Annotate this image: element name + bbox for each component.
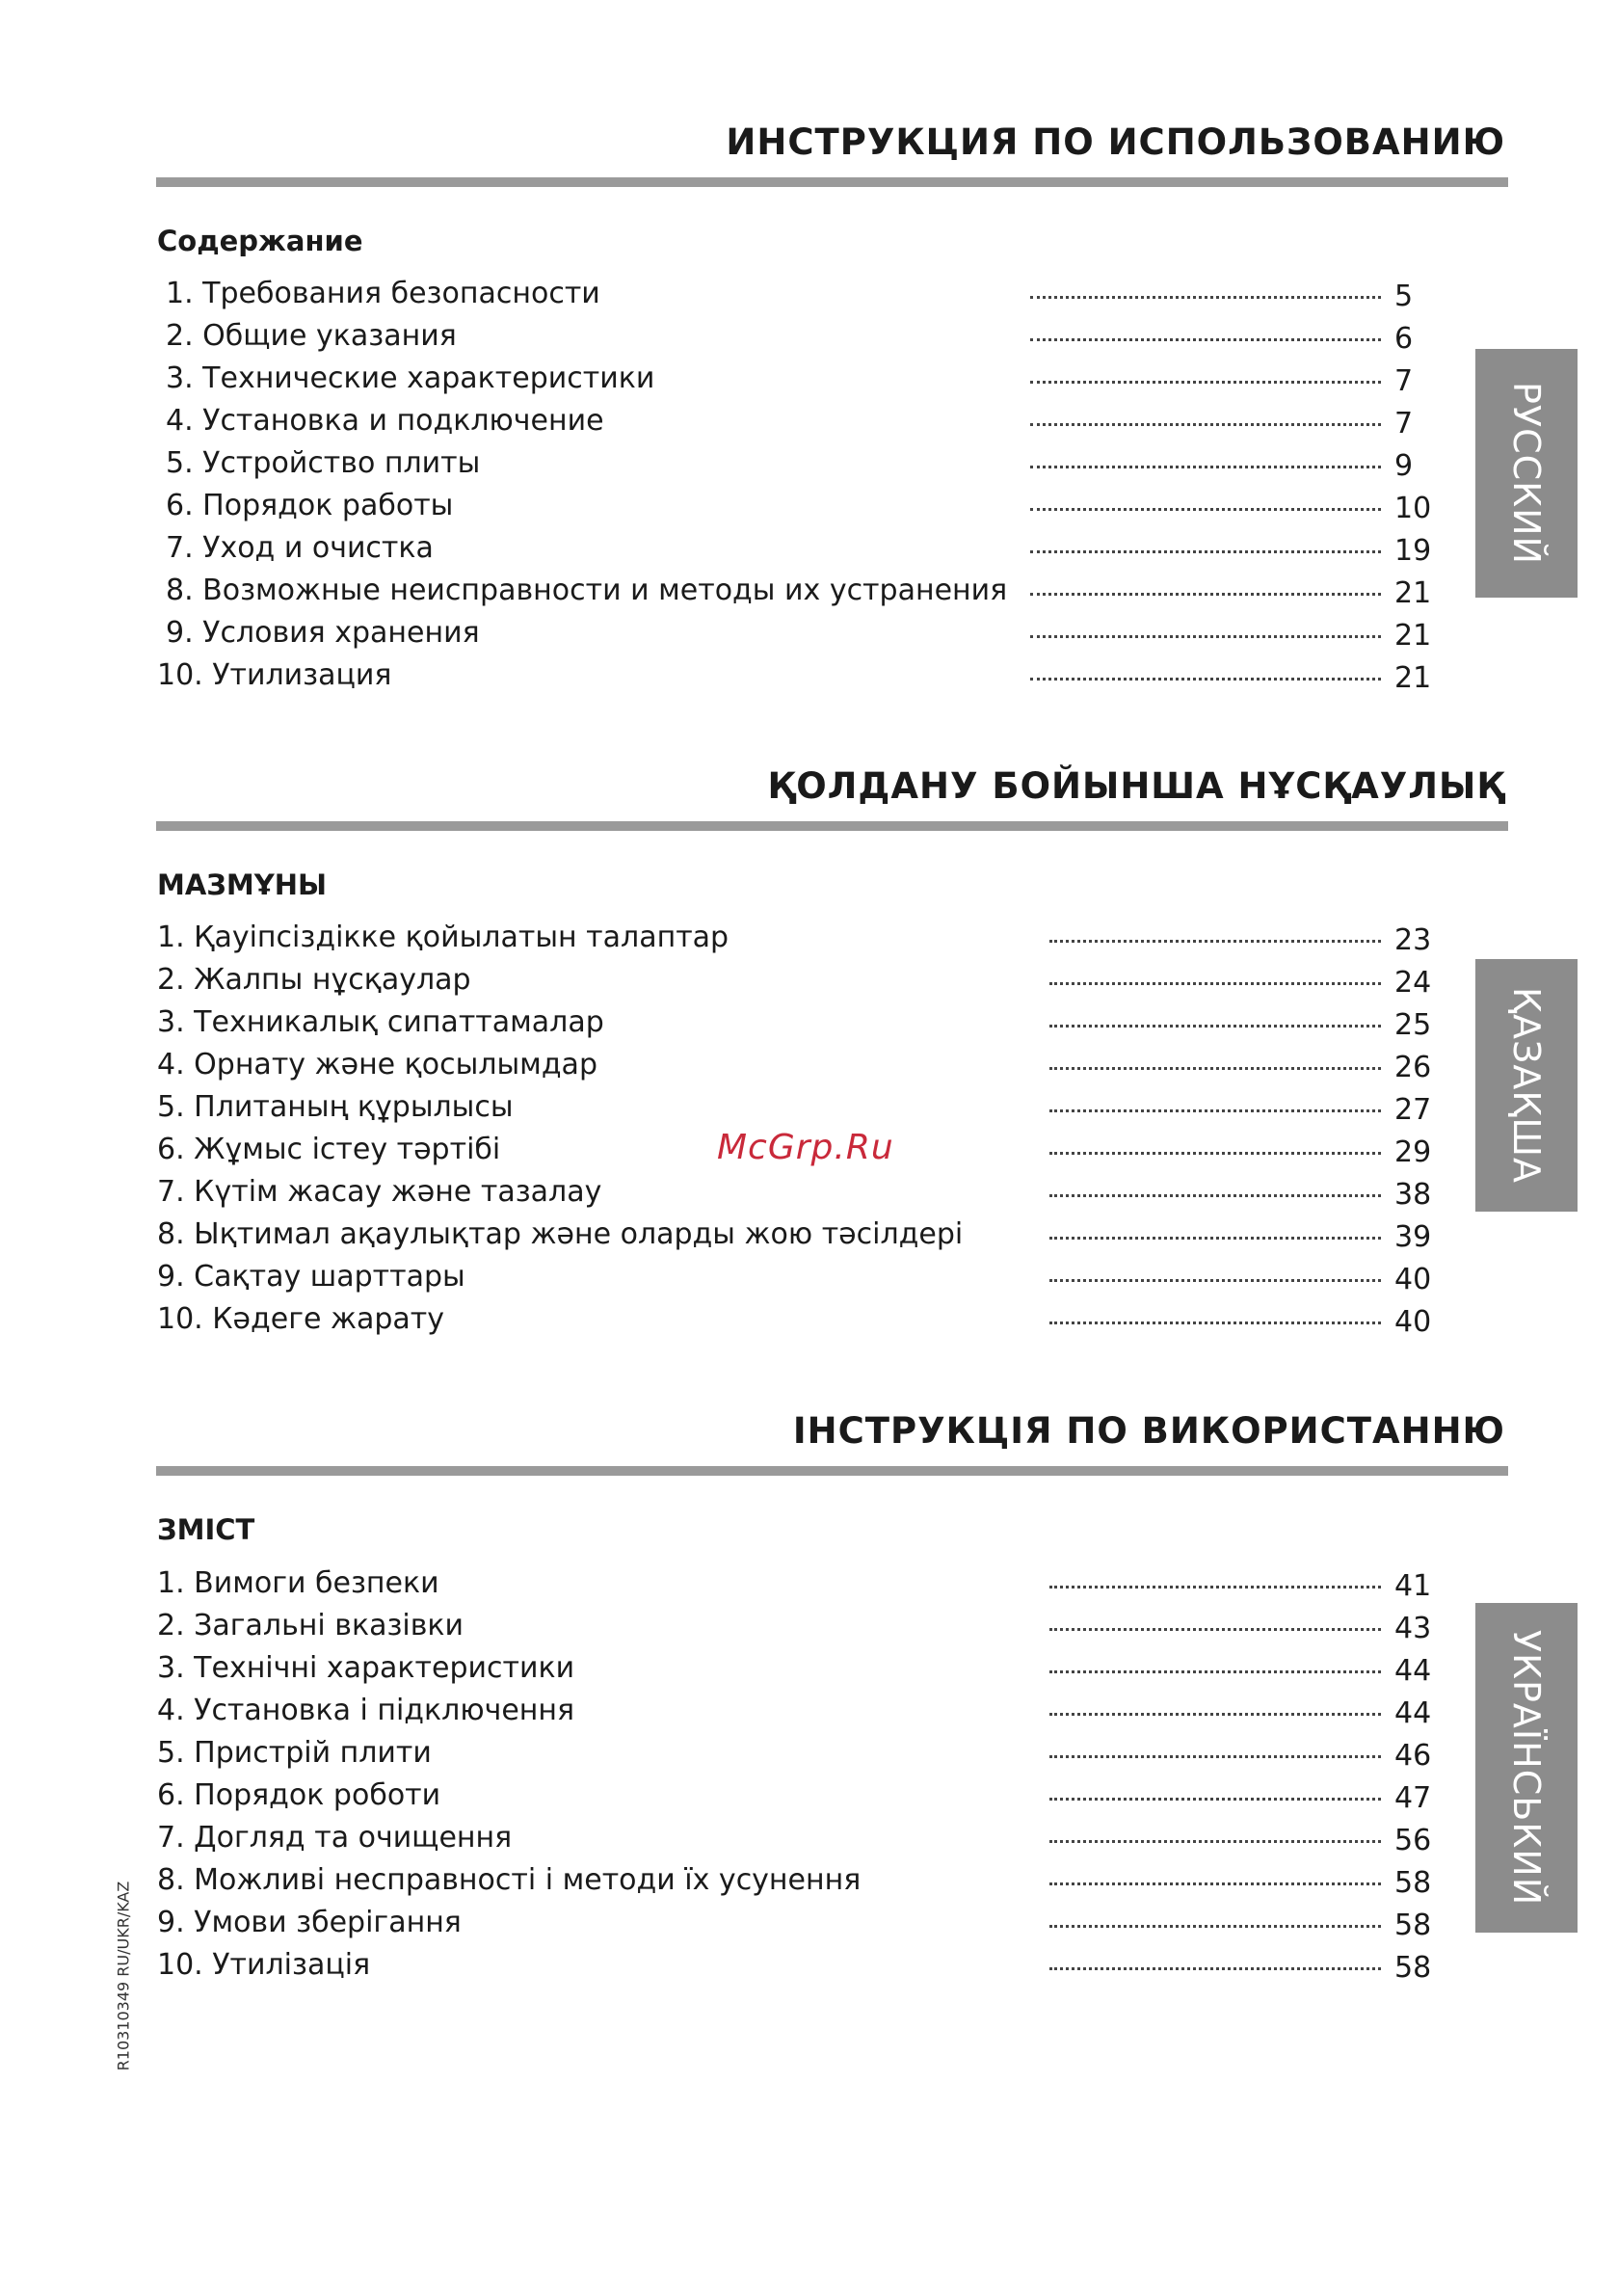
toc-entry[interactable] <box>0 1694 1618 1736</box>
toc-entry-title: 7. Догляд та очищення <box>157 1821 513 1855</box>
section-divider <box>156 1466 1508 1476</box>
toc-entry[interactable] <box>0 1090 1618 1133</box>
toc-page-number: 21 <box>1394 661 1432 695</box>
toc-dot-leader <box>1049 1322 1381 1324</box>
toc-page-number: 7 <box>1394 364 1414 398</box>
toc-dot-leader <box>1049 1713 1381 1716</box>
toc-page-number: 5 <box>1394 280 1414 313</box>
toc-entry-title: 6. Порядок работы <box>166 489 454 522</box>
toc-dot-leader <box>1049 1109 1381 1112</box>
toc-page-number: 9 <box>1394 449 1414 483</box>
toc-dot-leader <box>1049 1237 1381 1240</box>
toc-entry-title: 4. Установка і підключення <box>157 1694 575 1727</box>
toc-entry-title: 2. Общие указания <box>166 319 457 353</box>
toc-entry[interactable] <box>0 1651 1618 1694</box>
toc-page-number: 46 <box>1394 1739 1432 1773</box>
section-heading: Содержание <box>157 225 363 257</box>
language-tab-label: ҚАЗАҚША <box>1505 987 1548 1184</box>
toc-dot-leader <box>1030 466 1381 468</box>
toc-entry-title: 2. Загальні вказівки <box>157 1609 464 1642</box>
toc-dot-leader <box>1049 1152 1381 1155</box>
toc-page-number: 10 <box>1394 492 1432 525</box>
toc-entry-title: 5. Плитаның құрылысы <box>157 1090 514 1124</box>
toc-entry[interactable] <box>0 574 1618 616</box>
toc-dot-leader <box>1030 635 1381 638</box>
toc-entry[interactable] <box>0 1948 1618 1990</box>
toc-entry[interactable] <box>0 963 1618 1005</box>
toc-entry[interactable] <box>0 1133 1618 1175</box>
toc-entry-title: 3. Техникалық сипаттамалар <box>157 1005 604 1039</box>
toc-entry[interactable] <box>0 446 1618 489</box>
toc-entry[interactable] <box>0 1736 1618 1778</box>
toc-entry-title: 1. Қауіпсіздікке қойылатын талаптар <box>157 921 729 954</box>
toc-entry[interactable] <box>0 1005 1618 1048</box>
toc-entry-title: 1. Вимоги безпеки <box>157 1566 439 1600</box>
toc-entry-title: 9. Умови зберігання <box>157 1906 462 1939</box>
section-title: ІНСТРУКЦІЯ ПО ВИКОРИСТАННЮ <box>792 1410 1505 1452</box>
toc-entry[interactable] <box>0 531 1618 574</box>
toc-page-number: 29 <box>1394 1135 1432 1169</box>
toc-entry[interactable] <box>0 658 1618 701</box>
section-title: ҚОЛДАНУ БОЙЫНША НҰСҚАУЛЫҚ <box>767 765 1505 807</box>
toc-dot-leader <box>1049 940 1381 943</box>
section-divider <box>156 821 1508 831</box>
toc-page-number: 25 <box>1394 1008 1432 1042</box>
document-code: R10310349 RU/UKR/KAZ <box>114 1881 133 2071</box>
toc-page-number: 38 <box>1394 1178 1432 1212</box>
section-heading: МАЗМҰНЫ <box>157 868 328 901</box>
toc-entry[interactable] <box>0 1260 1618 1302</box>
toc-page-number: 24 <box>1394 966 1432 1000</box>
toc-dot-leader <box>1049 1967 1381 1970</box>
toc-dot-leader <box>1049 1670 1381 1673</box>
toc-entry[interactable] <box>0 1175 1618 1217</box>
toc-entry-title: 9. Сақтау шарттары <box>157 1260 465 1294</box>
toc-dot-leader <box>1049 1025 1381 1028</box>
toc-page-number: 43 <box>1394 1612 1432 1645</box>
toc-dot-leader <box>1030 550 1381 553</box>
toc-dot-leader <box>1030 381 1381 384</box>
toc-dot-leader <box>1030 678 1381 681</box>
toc-entry[interactable] <box>0 277 1618 319</box>
toc-page-number: 7 <box>1394 407 1414 441</box>
toc-entry[interactable] <box>0 616 1618 658</box>
toc-entry-title: 1. Требования безопасности <box>166 277 600 310</box>
toc-entry-title: 10. Утилизация <box>157 658 392 692</box>
toc-entry[interactable] <box>0 1217 1618 1260</box>
toc-entry-title: 5. Пристрій плити <box>157 1736 432 1770</box>
toc-dot-leader <box>1030 593 1381 596</box>
toc-entry[interactable] <box>0 1906 1618 1948</box>
toc-dot-leader <box>1049 1067 1381 1070</box>
toc-entry-title: 9. Условия хранения <box>166 616 480 650</box>
toc-entry-title: 4. Орнату және қосылымдар <box>157 1048 597 1081</box>
toc-page-number: 23 <box>1394 923 1432 957</box>
toc-entry[interactable] <box>0 1302 1618 1345</box>
toc-page-number: 19 <box>1394 534 1432 568</box>
toc-page-number: 40 <box>1394 1305 1432 1339</box>
toc-entry-title: 6. Жұмыс істеу тәртібі <box>157 1133 501 1166</box>
toc-dot-leader <box>1030 296 1381 299</box>
toc-page-number: 44 <box>1394 1696 1432 1730</box>
section-title: ИНСТРУКЦИЯ ПО ИСПОЛЬЗОВАНИЮ <box>726 121 1505 163</box>
toc-page-number: 27 <box>1394 1093 1432 1127</box>
toc-page-number: 58 <box>1394 1866 1432 1900</box>
toc-entry-title: 8. Возможные неисправности и методы их устранения <box>166 574 1008 607</box>
language-tab-label: РУССКИЙ <box>1505 382 1548 565</box>
toc-dot-leader <box>1030 423 1381 426</box>
toc-entry-title: 2. Жалпы нұсқаулар <box>157 963 471 997</box>
section-divider <box>156 177 1508 187</box>
toc-entry-title: 7. Уход и очистка <box>166 531 434 565</box>
toc-entry-title: 3. Технические характеристики <box>166 361 655 395</box>
toc-entry-title: 6. Порядок роботи <box>157 1778 441 1812</box>
toc-entry[interactable] <box>0 1609 1618 1651</box>
toc-page-number: 40 <box>1394 1263 1432 1296</box>
toc-dot-leader <box>1030 338 1381 341</box>
toc-entry-title: 3. Технічні характеристики <box>157 1651 575 1685</box>
toc-page-number: 56 <box>1394 1824 1432 1857</box>
toc-page-number: 44 <box>1394 1654 1432 1688</box>
toc-page-number: 6 <box>1394 322 1414 356</box>
toc-dot-leader <box>1049 1586 1381 1589</box>
watermark-text: McGrp.Ru <box>717 1128 894 1167</box>
toc-entry[interactable] <box>0 921 1618 963</box>
toc-entry-title: 8. Ықтимал ақаулықтар және оларды жою тәсілдері <box>157 1217 964 1251</box>
toc-page-number: 39 <box>1394 1220 1432 1254</box>
section-heading: ЗМІСТ <box>157 1513 255 1546</box>
toc-dot-leader <box>1049 1925 1381 1928</box>
toc-page-number: 26 <box>1394 1051 1432 1084</box>
toc-dot-leader <box>1049 1279 1381 1282</box>
toc-entry-title: 10. Кәдеге жарату <box>157 1302 445 1336</box>
toc-dot-leader <box>1030 508 1381 511</box>
toc-dot-leader <box>1049 1755 1381 1758</box>
toc-dot-leader <box>1049 1840 1381 1843</box>
toc-entry[interactable] <box>0 1566 1618 1609</box>
toc-page-number: 21 <box>1394 576 1432 610</box>
toc-entry-title: 7. Күтім жасау және тазалау <box>157 1175 602 1209</box>
language-tab-label: УКРАЇНСЬКИЙ <box>1505 1629 1548 1907</box>
toc-entry-title: 10. Утилізація <box>157 1948 371 1982</box>
toc-page-number: 47 <box>1394 1781 1432 1815</box>
toc-dot-leader <box>1049 1628 1381 1631</box>
toc-page-number: 41 <box>1394 1569 1432 1603</box>
toc-entry[interactable] <box>0 1048 1618 1090</box>
toc-entry[interactable] <box>0 1821 1618 1863</box>
toc-entry[interactable] <box>0 404 1618 446</box>
toc-page-number: 21 <box>1394 619 1432 653</box>
toc-entry-title: 5. Устройство плиты <box>166 446 481 480</box>
toc-page-number: 58 <box>1394 1909 1432 1942</box>
toc-entry[interactable] <box>0 1863 1618 1906</box>
toc-dot-leader <box>1049 982 1381 985</box>
toc-entry-title: 8. Можливі несправності і методи їх усунення <box>157 1863 862 1897</box>
toc-entry[interactable] <box>0 1778 1618 1821</box>
toc-dot-leader <box>1049 1798 1381 1801</box>
toc-entry[interactable] <box>0 319 1618 361</box>
toc-entry[interactable] <box>0 361 1618 404</box>
toc-entry-title: 4. Установка и подключение <box>166 404 604 438</box>
toc-page-number: 58 <box>1394 1951 1432 1985</box>
toc-dot-leader <box>1049 1194 1381 1197</box>
toc-entry[interactable] <box>0 489 1618 531</box>
toc-dot-leader <box>1049 1882 1381 1885</box>
